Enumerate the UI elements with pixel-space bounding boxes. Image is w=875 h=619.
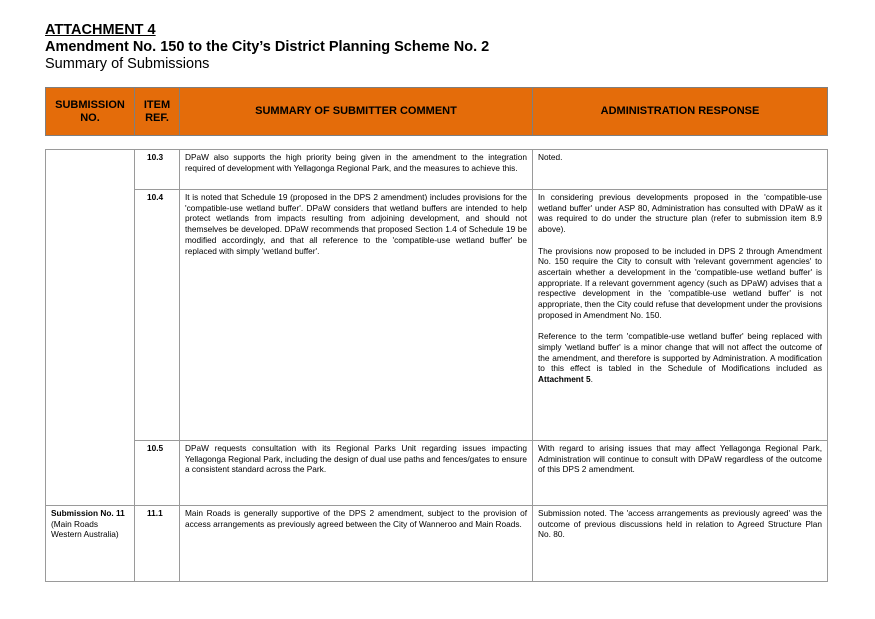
submissions-table bbox=[45, 149, 828, 582]
item-ref: 10.4 bbox=[135, 190, 180, 441]
admin-response bbox=[533, 190, 828, 441]
admin-response bbox=[533, 150, 828, 190]
item-ref: 10.3 bbox=[135, 150, 180, 190]
col-header-comment: SUMMARY OF SUBMITTER COMMENT bbox=[180, 88, 533, 136]
table-row bbox=[46, 441, 828, 506]
amendment-title: Amendment No. 150 to the City’s District Planning Scheme No. 2 bbox=[45, 39, 490, 55]
col-header-response: ADMINISTRATION RESPONSE bbox=[533, 88, 828, 136]
submitter-comment: DPaW requests consultation with its Regional Parks Unit regarding issues impacting Yellagonga Regional Park, including the design of dual use paths and fences/gates to ensure a consistent standard across the Park. bbox=[180, 441, 533, 506]
admin-response bbox=[533, 441, 828, 506]
attachment-reference: Attachment 5 bbox=[538, 373, 591, 384]
col-header-submission-no: SUBMISSION NO. bbox=[46, 88, 135, 136]
table-row bbox=[46, 506, 828, 582]
response-paragraph: With regard to arising issues that may affect Yellagonga Regional Park, Administration will continue to consult with DPaW regardless of the outcome of this DPS 2 amendment. bbox=[538, 443, 822, 475]
response-paragraph bbox=[538, 331, 822, 385]
admin-response bbox=[533, 506, 828, 582]
submitter-comment: DPaW also supports the high priority being given in the amendment to the integration required of development with Yellagonga Regional Park, and the measures to achieve this. bbox=[180, 150, 533, 190]
summary-subtitle: Summary of Submissions bbox=[45, 56, 210, 72]
item-ref: 10.5 bbox=[135, 441, 180, 506]
response-paragraph: The provisions now proposed to be included in DPS 2 through Amendment No. 150 require the City to consult with 'relevant government agencies' to ascertain whether a development in the 'compatible-use wetland buffer' is appropriate. If a relevant government agency (such as DPaW) advises that a respective development in the 'compatible-use wetland buffer' is not appropriate, then the City could refuse that development under the provisions proposed in Amendment No. 150. bbox=[538, 245, 822, 320]
submission-cell bbox=[46, 506, 135, 582]
submission-cell bbox=[46, 150, 135, 506]
response-text: . bbox=[590, 373, 593, 384]
table-row bbox=[46, 150, 828, 190]
submitter-name: (Main Roads Western Australia) bbox=[51, 518, 119, 540]
response-paragraph: Noted. bbox=[538, 152, 563, 162]
submitter-comment: Main Roads is generally supportive of the DPS 2 amendment, subject to the provision of access arrangements as previously agreed between the City of Wanneroo and Main Roads. bbox=[180, 506, 533, 582]
submitter-comment: It is noted that Schedule 19 (proposed in the DPS 2 amendment) includes provisions for the 'compatible-use wetland buffer'. DPaW considers that wetland buffers are intended to help protect wetlands from impacts resulting from adjoining development, and should not themselves be developed. DPaW recommends that proposed Section 1.4 of Schedule 19 be modified accordingly, and that all reference to the 'compatible-use wetland buffer' be replaced with simply 'wetland buffer'. bbox=[180, 190, 533, 441]
response-text: Reference to the term 'compatible-use wetland buffer' being replaced with simply 'wetland buffer' is a minor change that will not affect the outcome of the amendment, and therefore is supported by Administration. A modification to this effect is tabled in the Schedule of Modifications included as bbox=[538, 331, 822, 374]
attachment-label: ATTACHMENT 4 bbox=[45, 22, 156, 38]
response-paragraph: In considering previous developments proposed in the 'compatible-use wetland buffer' under ASP 80, Administration has consulted with DPaW as it was required to do under the structure plan (refer to submission item 8.9 above). bbox=[538, 192, 822, 235]
table-row bbox=[46, 190, 828, 441]
response-paragraph: Submission noted. The 'access arrangements as previously agreed' was the outcome of previous discussions held in relation to Agreed Structure Plan No. 80. bbox=[538, 508, 822, 540]
col-header-item-ref: ITEM REF. bbox=[135, 88, 180, 136]
submission-number: Submission No. 11 bbox=[51, 508, 125, 518]
item-ref: 11.1 bbox=[135, 506, 180, 582]
table-header bbox=[45, 87, 828, 136]
